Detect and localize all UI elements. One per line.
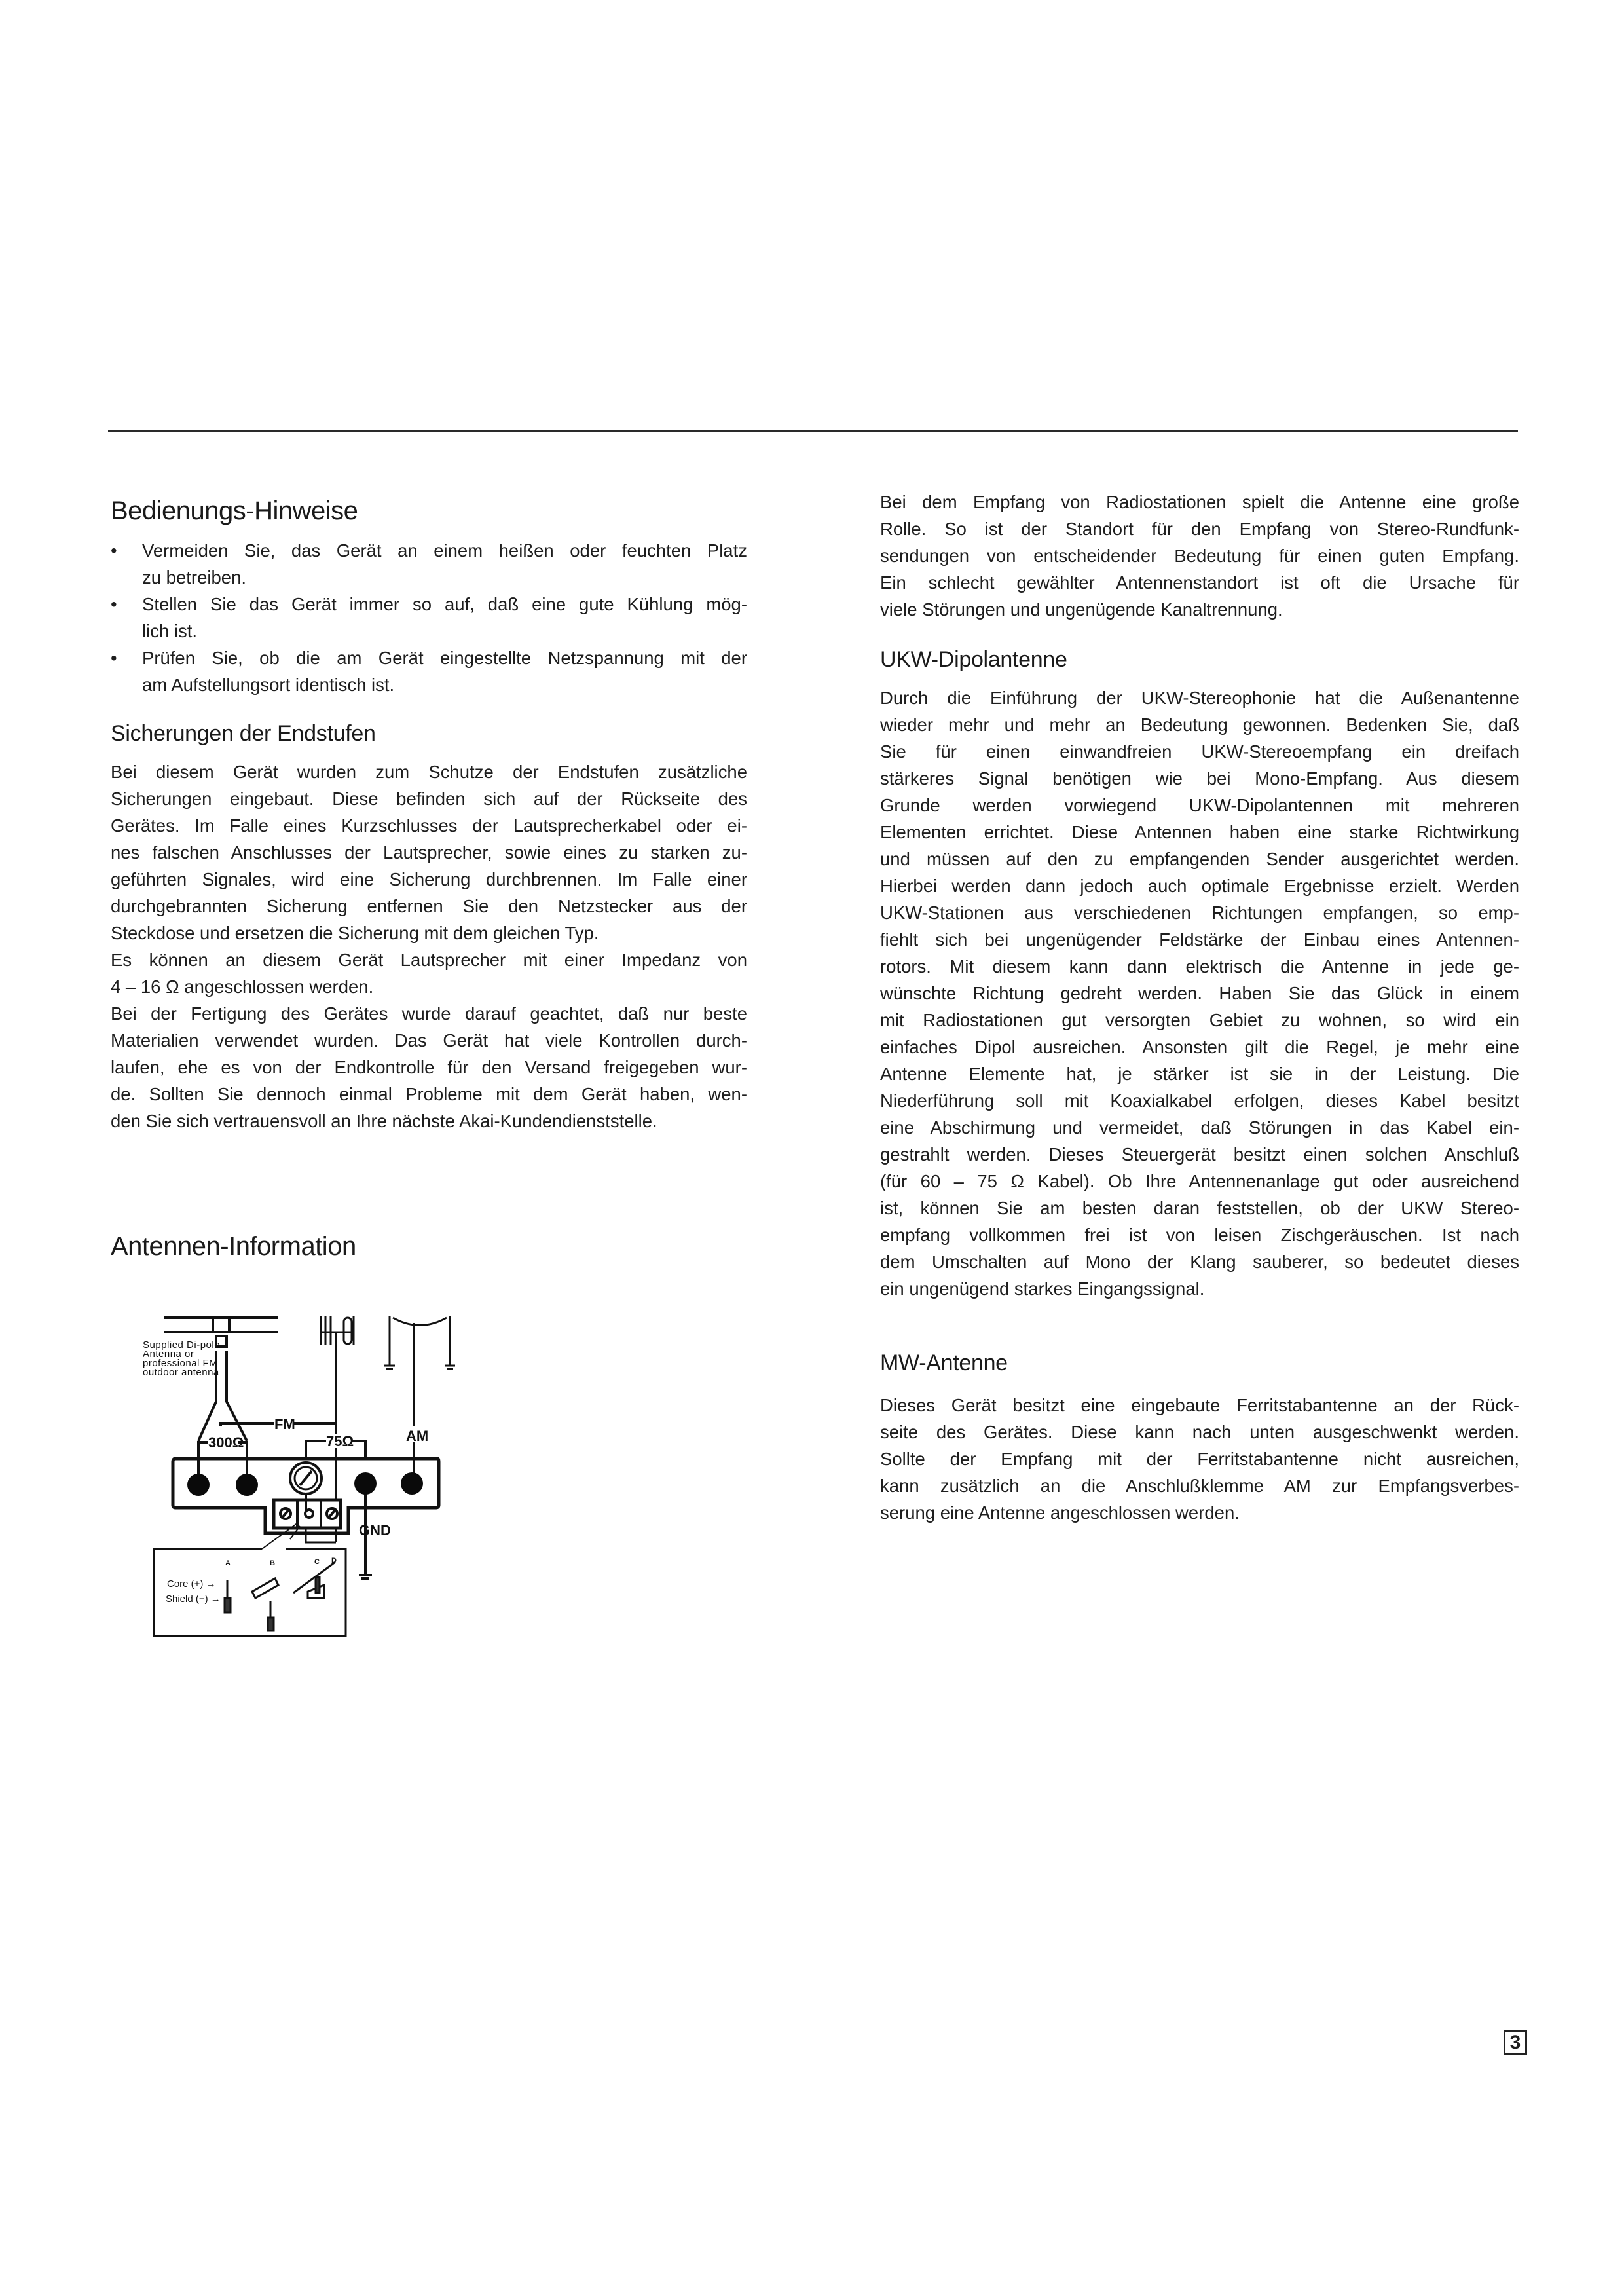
text-line: 4 – 16 Ω angeschlossen werden. [111,977,374,997]
text-line: Sollte der Empfang mit der Ferritstabantenne nicht ausreichen, [880,1449,1519,1469]
text-line: Es können an diesem Gerät Lautsprecher mit einer Impedanz von [111,950,747,970]
bullet-icon: • [111,594,117,614]
text-line: eine Abschirmung und vermeidet, daß Störungen in das Kabel ein- [880,1117,1519,1138]
text-line: empfang vollkommen frei ist von leisen Zischgeräuschen. Ist nach [880,1225,1519,1245]
text-line: Steckdose und ersetzen die Sicherung mit dem gleichen Typ. [111,923,599,943]
text-line: viele Störungen und ungenügende Kanaltrennung. [880,599,1283,620]
ohm300-label: 300Ω [208,1434,244,1451]
inset-letter: B [270,1559,275,1567]
heading-bedienungs-hinweise: Bedienungs-Hinweise [111,496,358,525]
text-line: Sie für einen einwandfreien UKW-Stereoempfang ein dreifach [880,741,1519,762]
inset-letter: D [331,1557,337,1565]
text-line: Gerätes. Im Falle eines Kurzschlusses der Lautsprecherkabel oder ei- [111,815,747,836]
text-line: wieder mehr und mehr an Bedeutung gewonnen. Bedenken Sie, daß [880,715,1519,735]
ukw-paragraph [880,684,1519,1302]
text-line: seite des Gerätes. Diese kann nach unten ausgeschwenkt werden. [880,1422,1519,1442]
shield-label: Shield (−) → [166,1594,221,1605]
text-line: Bei diesem Gerät wurden zum Schutze der Endstufen zusätzliche [111,762,747,782]
dipole-label-line: professional FM [143,1358,218,1369]
text-line: Stellen Sie das Gerät immer so auf, daß eine gute Kühlung mög- [142,594,747,614]
text-line: dem Umschalten auf Mono der Klang sauberer, so bedeutet dieses [880,1252,1519,1272]
text-line: ist, können Sie am besten daran feststellen, ob der UKW Stereo- [880,1198,1519,1218]
heading-antennen-information: Antennen-Information [111,1232,356,1261]
text-line: lich ist. [142,621,198,641]
text-line: Hierbei werden dann jedoch auch optimale Ergebnisse erzielt. Werden [880,876,1519,896]
bullet-icon: • [111,540,117,561]
terminals [187,1472,423,1496]
text-line: Sicherungen eingebaut. Diese befinden sich auf der Rückseite des [111,789,747,809]
text-line: Rolle. So ist der Standort für den Empfang von Stereo-Rundfunk- [880,519,1519,539]
gnd-terminal [354,1472,377,1495]
text-line: den Sie sich vertrauensvoll an Ihre nächste Akai-Kundendienststelle. [111,1111,657,1131]
text-line: zu betreiben. [142,567,246,587]
text-line: stärkeres Signal benötigen wie bei Mono-Empfang. Aus diesem [880,768,1519,789]
mw-paragraph [880,1392,1519,1526]
text-line: Materialien verwendet wurden. Das Gerät hat viele Kontrollen durch- [111,1030,747,1051]
am-label: AM [406,1428,429,1444]
heading-ukw-dipolantenne: UKW-Dipolantenne [880,647,1067,672]
am-terminal [401,1472,423,1495]
inset-letter: A [225,1559,231,1567]
text-line: Prüfen Sie, ob die am Gerät eingestellte Netzspannung mit der [142,648,747,668]
antenna-intro-paragraph [880,489,1519,623]
cable-prep-illustration [225,1562,335,1631]
dipole-label-line: Supplied Di-pole [143,1339,221,1351]
text-line: Durch die Einführung der UKW-Stereophonie hat die Außenantenne [880,688,1519,708]
text-line: Bei der Fertigung des Gerätes wurde darauf geachtet, daß nur beste [111,1003,747,1024]
fm-300-terminal-2 [236,1474,258,1496]
text-line: Grunde werden vorwiegend UKW-Dipolantennen mit mehreren [880,795,1519,815]
text-line: Dieses Gerät besitzt eine eingebaute Ferritstabantenne an der Rück- [880,1395,1519,1415]
text-line: Bei dem Empfang von Radiostationen spielt die Antenne eine große [880,492,1519,512]
heading-sicherungen: Sicherungen der Endstufen [111,721,376,746]
text-line: nes falschen Anschlusses der Lautsprecher, sowie eines zu starken zu- [111,842,747,863]
text-line: UKW-Stationen aus verschiedenen Richtungen empfangen, so emp- [880,903,1519,923]
text-line: sendungen von entscheidender Bedeutung für einen guten Empfang. [880,546,1519,566]
text-line: rotors. Mit diesem kann dann elektrisch die Antenne in jede ge- [880,956,1519,977]
core-label: Core (+) → [167,1578,216,1590]
text-line: und müssen auf den zu empfangenden Sender ausgerichtet werden. [880,849,1519,869]
fm-300-terminal-1 [187,1474,210,1496]
text-line: Antenne Elemente hat, je stärker ist sie in der Leistung. Die [880,1064,1519,1084]
text-line: durchgebrannten Sicherung entfernen Sie den Netzstecker aus der [111,896,747,916]
text-line: geführten Signales, wird eine Sicherung durchbrennen. Im Falle einer [111,869,747,889]
text-line: Ein schlecht gewählter Antennenstandort ist oft die Ursache für [880,572,1519,593]
text-line: (für 60 – 75 Ω Kabel). Ob Ihre Antennenanlage gut oder ausreichend [880,1171,1519,1191]
text-line: ein ungenügend starkes Eingangssignal. [880,1278,1205,1299]
text-line: einfaches Dipol ausreichen. Ansonsten gilt die Regel, je mehr eine [880,1037,1519,1057]
fm-label: FM [274,1416,295,1432]
text-line: Elementen errichtet. Diese Antennen haben eine starke Richtwirkung [880,822,1519,842]
ohm75-label: 75Ω [326,1433,354,1449]
inset-letter: C [314,1558,320,1566]
gnd-label: GND [359,1522,391,1538]
text-line: kann zusätzlich an die Anschlußklemme AM zur Empfangsverbes- [880,1476,1519,1496]
page-number: 3 [1504,2030,1527,2055]
text-line: wünschte Richtung gedreht werden. Haben Sie das Glück in einem [880,983,1519,1003]
text-line: Vermeiden Sie, das Gerät an einem heißen oder feuchten Platz [142,540,747,561]
text-line: laufen, ehe es von der Endkontrolle für den Versand freigegeben wur- [111,1057,747,1077]
text-line: fiehlt sich bei ungenügender Feldstärke der Einbau eines Antennen- [880,929,1519,950]
text-line: mit Radiostationen gut versorgten Gebiet zu wohnen, so wird ein [880,1010,1519,1030]
text-line: gestrahlt werden. Dieses Steuergerät besitzt einen solchen Anschluß [880,1144,1519,1165]
text-line: de. Sollten Sie dennoch einmal Probleme mit dem Gerät haben, wen- [111,1084,747,1104]
bullet-icon: • [111,648,117,668]
heading-mw-antenne: MW-Antenne [880,1351,1008,1375]
dipole-label-line: outdoor antenna [143,1367,219,1378]
text-line: serung eine Antenne angeschlossen werden. [880,1502,1240,1523]
text-line: am Aufstellungsort identisch ist. [142,675,395,695]
text-line: Niederführung soll mit Koaxialkabel erfolgen, dieses Kabel besitzt [880,1091,1519,1111]
dipole-label-line: Antenna or [143,1349,194,1360]
